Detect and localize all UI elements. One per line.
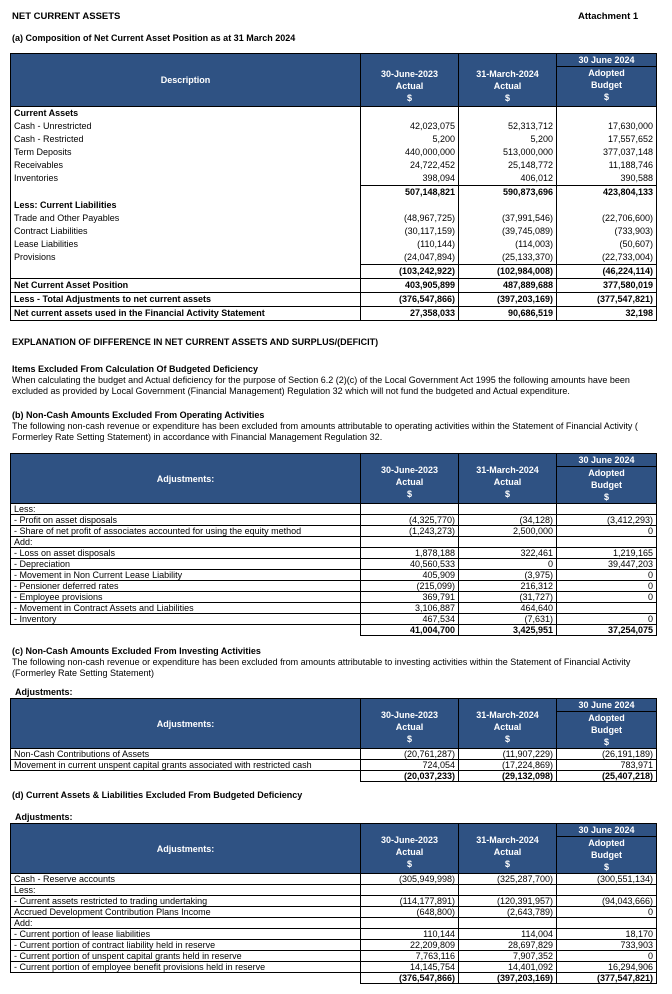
items-excluded-title: Items Excluded From Calculation Of Budgeted Deficiency: [12, 364, 259, 374]
row-value: 440,000,000: [361, 146, 459, 159]
row-label: Less:: [11, 504, 361, 515]
row-value: (300,551,134): [557, 874, 657, 885]
row-value: [361, 199, 459, 212]
table-row: [11, 581, 657, 592]
row-value: 0: [557, 592, 657, 603]
col-2023-header: 30-June-2023 Actual $: [361, 454, 459, 504]
row-value: [459, 885, 557, 896]
col-budget-top-header: 30 June 2024: [557, 454, 657, 467]
row-value: 3,425,951: [459, 625, 557, 636]
row-value: (3,412,293): [557, 515, 657, 526]
table-row: [11, 172, 657, 186]
row-value: 403,905,899: [361, 279, 459, 293]
row-value: (94,043,666): [557, 896, 657, 907]
col-2023-header: 30-June-2023 Actual $: [361, 824, 459, 874]
row-label: - Depreciation: [11, 559, 361, 570]
row-value: (17,224,869): [459, 760, 557, 771]
row-value: 42,023,075: [361, 120, 459, 133]
row-value: 369,791: [361, 592, 459, 603]
row-value: (48,967,725): [361, 212, 459, 225]
table-row: [11, 120, 657, 133]
row-label: Current Assets: [11, 107, 361, 121]
row-value: 590,873,696: [459, 186, 557, 200]
col-budget-top-header: 30 June 2024: [557, 699, 657, 712]
row-label: - Inventory: [11, 614, 361, 625]
row-value: [557, 504, 657, 515]
row-value: (50,607): [557, 238, 657, 251]
description-header: Description: [11, 54, 361, 107]
row-value: [361, 504, 459, 515]
table-row: [11, 896, 657, 907]
row-value: 22,209,809: [361, 940, 459, 951]
row-value: (25,407,218): [557, 771, 657, 782]
table-row: [11, 625, 657, 636]
row-value: (114,177,891): [361, 896, 459, 907]
row-value: 39,447,203: [557, 559, 657, 570]
row-value: 5,200: [459, 133, 557, 146]
row-label: Less: Current Liabilities: [11, 199, 361, 212]
row-value: (4,325,770): [361, 515, 459, 526]
section-c-text: The following non-cash revenue or expenditure has been excluded from amounts attributable to investing activities within the Statement of Financial Activity (Formerley Rate Setting Statement): [12, 657, 631, 678]
table-row: [11, 603, 657, 614]
row-value: (110,144): [361, 238, 459, 251]
table-row: [11, 771, 657, 782]
row-label: [11, 625, 361, 636]
col-budget-header: Adopted Budget $: [557, 67, 657, 107]
row-label: Net Current Asset Position: [11, 279, 361, 293]
row-value: 0: [557, 581, 657, 592]
row-label: Provisions: [11, 251, 361, 265]
row-value: 18,170: [557, 929, 657, 940]
row-value: 90,686,519: [459, 307, 557, 321]
table-row: [11, 592, 657, 603]
table-row: [11, 749, 657, 760]
row-value: [557, 603, 657, 614]
adjustments-header: Adjustments:: [11, 454, 361, 504]
table-row: [11, 962, 657, 973]
adjustments-header: Adjustments:: [11, 824, 361, 874]
row-value: 52,313,712: [459, 120, 557, 133]
row-value: (1,243,273): [361, 526, 459, 537]
row-value: 3,106,887: [361, 603, 459, 614]
row-value: (39,745,089): [459, 225, 557, 238]
row-value: 423,804,133: [557, 186, 657, 200]
row-value: 0: [557, 614, 657, 625]
row-label: [11, 771, 361, 782]
row-value: 24,722,452: [361, 159, 459, 172]
row-value: [361, 918, 459, 929]
row-value: 405,909: [361, 570, 459, 581]
col-2024-header: 31-March-2024 Actual $: [459, 824, 557, 874]
row-label: Non-Cash Contributions of Assets: [11, 749, 361, 760]
page-title: NET CURRENT ASSETS: [12, 11, 121, 22]
table-row: [11, 199, 657, 212]
table-row: [11, 238, 657, 251]
row-value: 377,037,148: [557, 146, 657, 159]
row-value: (22,733,004): [557, 251, 657, 265]
section-a-title: (a) Composition of Net Current Asset Position as at 31 March 2024: [12, 33, 296, 43]
col-2023-header: 30-June-2023 Actual $: [361, 54, 459, 107]
table-row: [11, 548, 657, 559]
row-label: - Share of net profit of associates accounted for using the equity method: [11, 526, 361, 537]
row-value: (24,047,894): [361, 251, 459, 265]
row-label: - Current portion of contract liability held in reserve: [11, 940, 361, 951]
row-value: [557, 918, 657, 929]
items-excluded-text: When calculating the budget and Actual deficiency for the purpose of Section 6.2 (2)(c) of the Local Government Act 1995 the following amounts have been excluded as provided by Local Government (Financial Management) Regulation 32 which will not fund the budgeted and Actual expenditure.: [12, 375, 630, 396]
row-value: 724,054: [361, 760, 459, 771]
row-value: (397,203,169): [459, 293, 557, 307]
row-value: 390,588: [557, 172, 657, 186]
row-label: - Current portion of employee benefit provisions held in reserve: [11, 962, 361, 973]
row-value: 1,219,165: [557, 548, 657, 559]
row-label: Net current assets used in the Financial Activity Statement: [11, 307, 361, 321]
row-value: (376,547,866): [361, 293, 459, 307]
row-value: (34,128): [459, 515, 557, 526]
row-value: 513,000,000: [459, 146, 557, 159]
row-label: - Movement in Contract Assets and Liabilities: [11, 603, 361, 614]
table-row: [11, 940, 657, 951]
row-value: 0: [557, 526, 657, 537]
row-label: - Current portion of unspent capital grants held in reserve: [11, 951, 361, 962]
excluded-assets-liabilities-table: [10, 823, 657, 984]
row-label: Add:: [11, 918, 361, 929]
row-label: [11, 186, 361, 200]
row-value: 1,878,188: [361, 548, 459, 559]
col-budget-header: Adopted Budget $: [557, 712, 657, 749]
row-value: 14,401,092: [459, 962, 557, 973]
row-value: 216,312: [459, 581, 557, 592]
investing-adjustments-table: [10, 698, 657, 782]
row-label: Cash - Reserve accounts: [11, 874, 361, 885]
row-value: [459, 537, 557, 548]
table-row: [11, 279, 657, 293]
row-label: - Profit on asset disposals: [11, 515, 361, 526]
row-label: Less - Total Adjustments to net current assets: [11, 293, 361, 307]
row-value: (648,800): [361, 907, 459, 918]
row-value: (11,907,229): [459, 749, 557, 760]
row-value: 17,630,000: [557, 120, 657, 133]
row-value: (31,727): [459, 592, 557, 603]
table-row: [11, 559, 657, 570]
row-label: Accrued Development Contribution Plans Income: [11, 907, 361, 918]
row-label: - Current portion of lease liabilities: [11, 929, 361, 940]
row-label: Less:: [11, 885, 361, 896]
row-value: (102,984,008): [459, 265, 557, 279]
row-value: 16,294,906: [557, 962, 657, 973]
row-value: [459, 918, 557, 929]
row-value: 733,903: [557, 940, 657, 951]
col-budget-header: Adopted Budget $: [557, 467, 657, 504]
row-value: 27,358,033: [361, 307, 459, 321]
row-label: - Current assets restricted to trading undertaking: [11, 896, 361, 907]
col-2024-header: 31-March-2024 Actual $: [459, 454, 557, 504]
table-row: [11, 504, 657, 515]
table-row: [11, 307, 657, 321]
row-value: (377,547,821): [557, 973, 657, 984]
row-label: - Movement in Non Current Lease Liability: [11, 570, 361, 581]
row-value: 7,763,116: [361, 951, 459, 962]
row-value: 14,145,754: [361, 962, 459, 973]
row-value: (215,099): [361, 581, 459, 592]
table-row: [11, 133, 657, 146]
row-value: 28,697,829: [459, 940, 557, 951]
table-row: [11, 918, 657, 929]
table-row: [11, 293, 657, 307]
row-label: - Pensioner deferred rates: [11, 581, 361, 592]
row-label: Trade and Other Payables: [11, 212, 361, 225]
table-row: [11, 107, 657, 121]
col-budget-top-header: 30 June 2024: [557, 824, 657, 837]
row-value: 0: [557, 951, 657, 962]
table-row: [11, 973, 657, 984]
table-row: [11, 265, 657, 279]
row-value: 783,971: [557, 760, 657, 771]
table-row: [11, 225, 657, 238]
row-value: [557, 885, 657, 896]
table-row: [11, 251, 657, 265]
table-row: [11, 146, 657, 159]
row-value: [459, 107, 557, 121]
row-value: [361, 885, 459, 896]
table-row: [11, 929, 657, 940]
row-value: (114,003): [459, 238, 557, 251]
row-value: 406,012: [459, 172, 557, 186]
row-label: Receivables: [11, 159, 361, 172]
row-value: 114,004: [459, 929, 557, 940]
row-value: 322,461: [459, 548, 557, 559]
row-value: 0: [557, 907, 657, 918]
col-budget-top-header: 30 June 2024: [557, 54, 657, 67]
row-value: 2,500,000: [459, 526, 557, 537]
table-row: [11, 907, 657, 918]
adjustments-header: Adjustments:: [11, 699, 361, 749]
row-label: - Loss on asset disposals: [11, 548, 361, 559]
table-row: [11, 537, 657, 548]
row-value: (305,949,998): [361, 874, 459, 885]
row-value: (3,975): [459, 570, 557, 581]
section-d-title: (d) Current Assets & Liabilities Excluded From Budgeted Deficiency: [12, 790, 303, 800]
row-value: (46,224,114): [557, 265, 657, 279]
table-row: [11, 515, 657, 526]
row-label: Cash - Unrestricted: [11, 120, 361, 133]
row-value: (2,643,789): [459, 907, 557, 918]
row-value: 11,188,746: [557, 159, 657, 172]
row-value: (733,903): [557, 225, 657, 238]
row-value: (25,133,370): [459, 251, 557, 265]
row-value: (377,547,821): [557, 293, 657, 307]
row-value: 40,560,533: [361, 559, 459, 570]
row-label: Movement in current unspent capital grants associated with restricted cash: [11, 760, 361, 771]
section-c-title: (c) Non-Cash Amounts Excluded From Investing Activities: [12, 646, 261, 656]
table-row: [11, 570, 657, 581]
row-label: Cash - Restricted: [11, 133, 361, 146]
row-value: (376,547,866): [361, 973, 459, 984]
row-value: [557, 107, 657, 121]
row-value: (103,242,922): [361, 265, 459, 279]
row-value: 0: [557, 570, 657, 581]
row-value: [459, 504, 557, 515]
row-value: 464,640: [459, 603, 557, 614]
row-label: Add:: [11, 537, 361, 548]
row-value: (20,037,233): [361, 771, 459, 782]
section-b-title: (b) Non-Cash Amounts Excluded From Operating Activities: [12, 410, 265, 420]
section-d-adjustments-label: Adjustments:: [15, 812, 73, 822]
row-value: [361, 107, 459, 121]
table-row: [11, 212, 657, 225]
attachment-label: Attachment 1: [578, 11, 639, 22]
row-value: (26,191,189): [557, 749, 657, 760]
section-c-adjustments-label: Adjustments:: [15, 687, 73, 697]
row-value: (29,132,098): [459, 771, 557, 782]
row-value: 377,580,019: [557, 279, 657, 293]
row-value: 487,889,688: [459, 279, 557, 293]
row-label: [11, 973, 361, 984]
table-row: [11, 159, 657, 172]
operating-adjustments-table: [10, 453, 657, 636]
col-budget-header: Adopted Budget $: [557, 837, 657, 874]
row-value: 110,144: [361, 929, 459, 940]
col-2023-header: 30-June-2023 Actual $: [361, 699, 459, 749]
row-label: Lease Liabilities: [11, 238, 361, 251]
row-value: [557, 199, 657, 212]
row-label: Inventories: [11, 172, 361, 186]
table-row: [11, 951, 657, 962]
col-2024-header: 31-March-2024 Actual $: [459, 699, 557, 749]
row-value: 17,557,652: [557, 133, 657, 146]
row-label: Contract Liabilities: [11, 225, 361, 238]
table-row: [11, 186, 657, 200]
table-row: [11, 874, 657, 885]
net-current-assets-table: [10, 53, 657, 321]
col-2024-header: 31-March-2024 Actual $: [459, 54, 557, 107]
row-value: (22,706,600): [557, 212, 657, 225]
row-value: 32,198: [557, 307, 657, 321]
row-value: (120,391,957): [459, 896, 557, 907]
row-value: (397,203,169): [459, 973, 557, 984]
row-value: [459, 199, 557, 212]
row-value: (30,117,159): [361, 225, 459, 238]
row-label: - Employee provisions: [11, 592, 361, 603]
row-value: 398,094: [361, 172, 459, 186]
row-value: [557, 537, 657, 548]
row-label: [11, 265, 361, 279]
explanation-title: EXPLANATION OF DIFFERENCE IN NET CURRENT ASSETS AND SURPLUS/(DEFICIT): [12, 337, 379, 347]
row-value: 25,148,772: [459, 159, 557, 172]
row-value: (7,631): [459, 614, 557, 625]
row-label: Term Deposits: [11, 146, 361, 159]
row-value: 41,004,700: [361, 625, 459, 636]
row-value: 37,254,075: [557, 625, 657, 636]
row-value: [361, 537, 459, 548]
row-value: 507,148,821: [361, 186, 459, 200]
table-row: [11, 760, 657, 771]
row-value: (325,287,700): [459, 874, 557, 885]
row-value: (20,761,287): [361, 749, 459, 760]
table-row: [11, 885, 657, 896]
row-value: 5,200: [361, 133, 459, 146]
row-value: 0: [459, 559, 557, 570]
table-row: [11, 526, 657, 537]
row-value: 467,534: [361, 614, 459, 625]
table-row: [11, 614, 657, 625]
row-value: 7,907,352: [459, 951, 557, 962]
row-value: (37,991,546): [459, 212, 557, 225]
section-b-text: The following non-cash revenue or expenditure has been excluded from amounts attributable to operating activities within the Statement of Financial Activity ( Formerley Rate Setting Statement) in accordance with Financial Management Regulation 32.: [12, 421, 638, 442]
